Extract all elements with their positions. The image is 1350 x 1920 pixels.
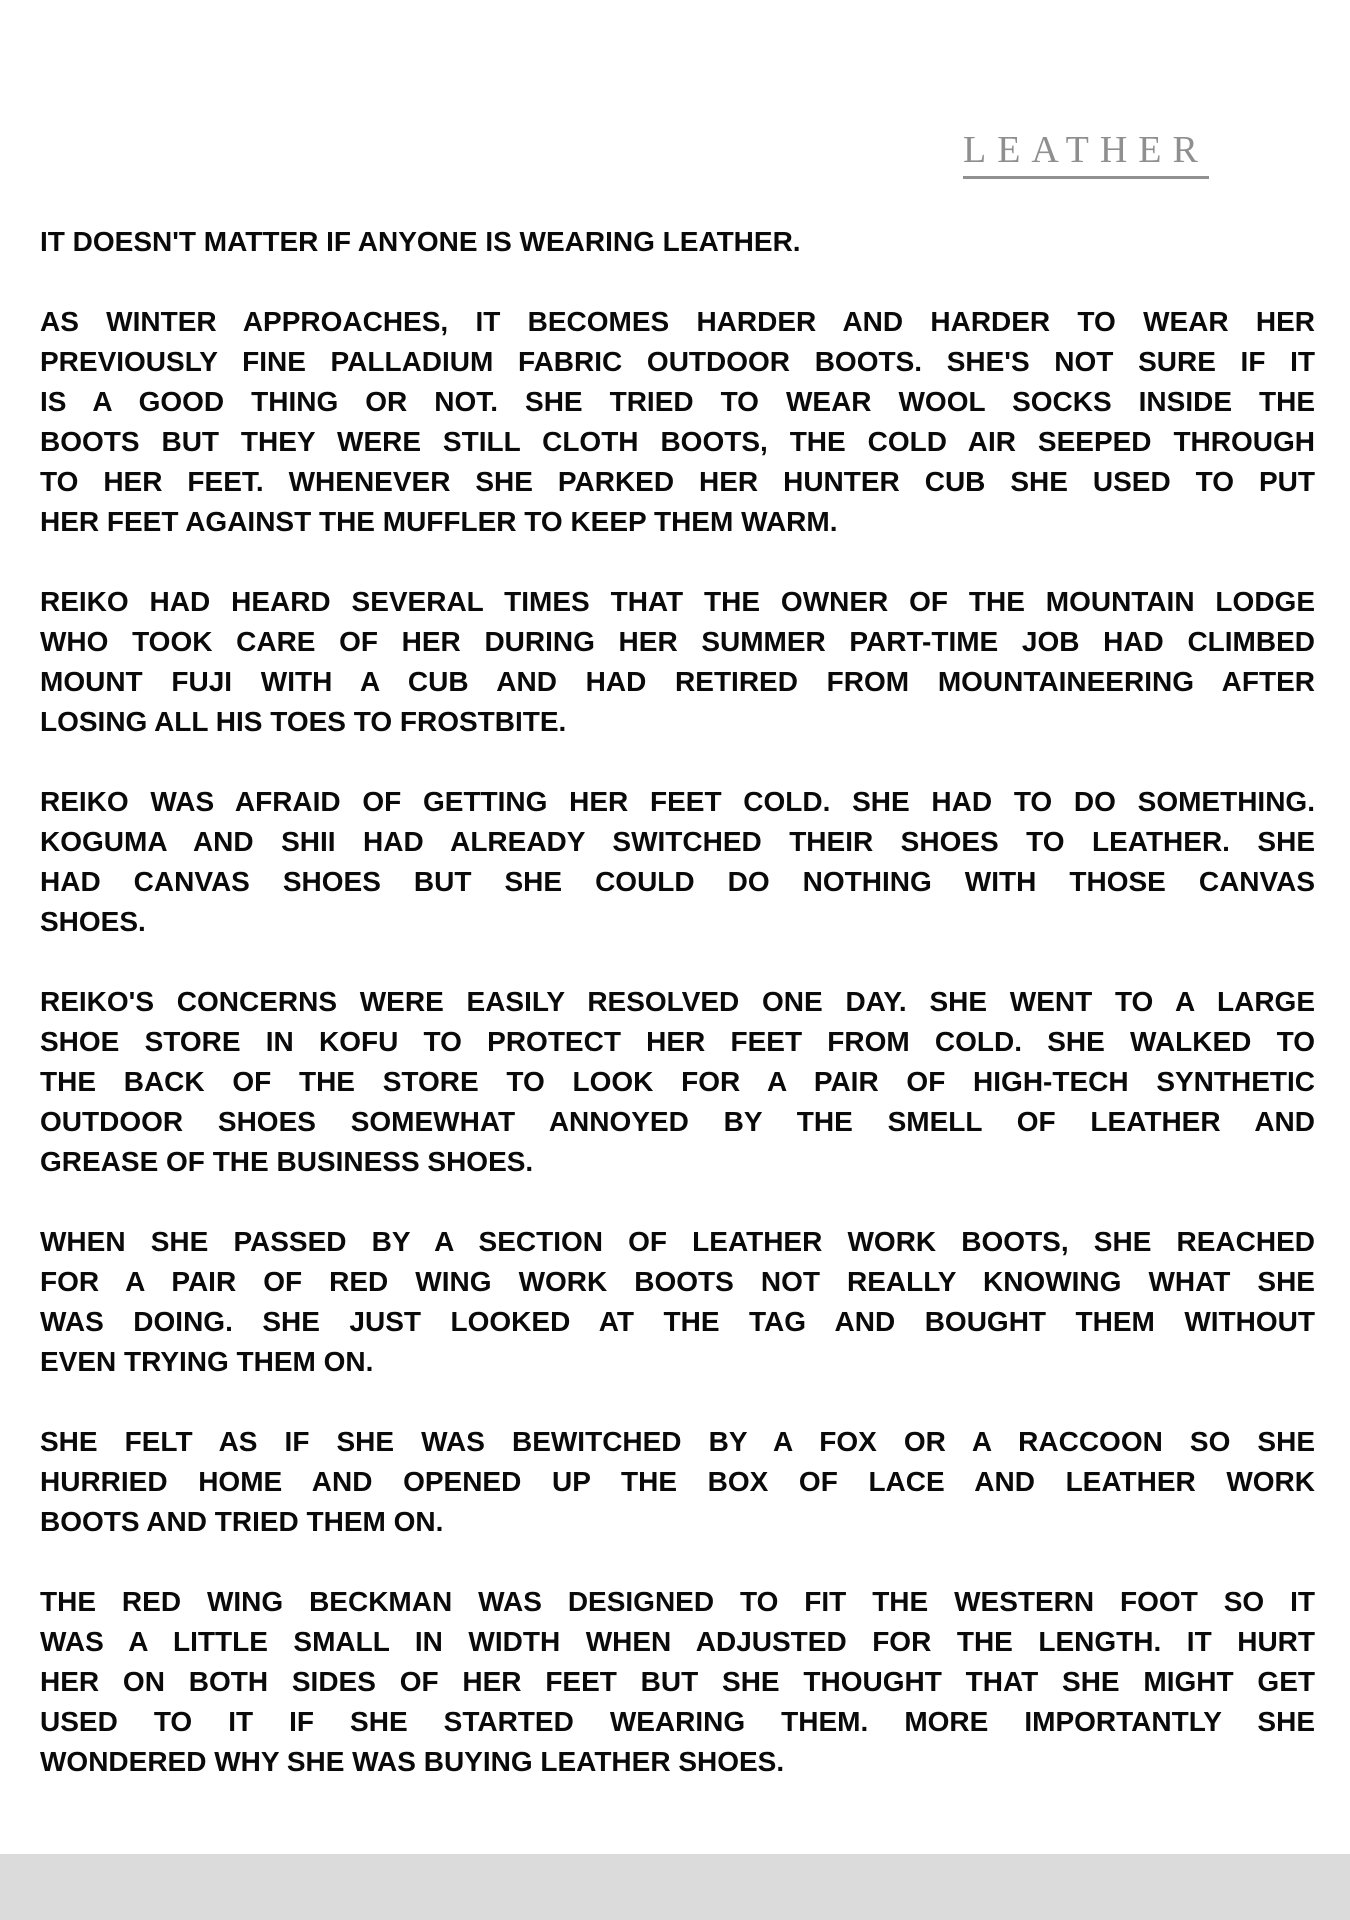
paragraph: [40, 1582, 1315, 1782]
text-line: REIKO'S CONCERNS WERE EASILY RESOLVED ONE DAY. SHE WENT TO A LARGE: [40, 986, 1315, 1017]
text-line: FOR A PAIR OF RED WING WORK BOOTS NOT REALLY KNOWING WHAT SHE: [40, 1266, 1315, 1297]
text-line: EVEN TRYING THEM ON.: [40, 1346, 374, 1377]
text-line: OUTDOOR SHOES SOMEWHAT ANNOYED BY THE SMELL OF LEATHER AND: [40, 1106, 1315, 1137]
paragraph: [40, 1422, 1315, 1542]
text-line: REIKO WAS AFRAID OF GETTING HER FEET COLD. SHE HAD TO DO SOMETHING.: [40, 786, 1315, 817]
paragraph: [40, 1222, 1315, 1382]
body-text: [40, 222, 1315, 1782]
text-line: LOSING ALL HIS TOES TO FROSTBITE.: [40, 706, 567, 737]
paragraph: [40, 222, 1315, 262]
paragraph: [40, 782, 1315, 942]
text-line: BOOTS AND TRIED THEM ON.: [40, 1506, 444, 1537]
text-line: TO HER FEET. WHENEVER SHE PARKED HER HUNTER CUB SHE USED TO PUT: [40, 466, 1315, 497]
text-line: WONDERED WHY SHE WAS BUYING LEATHER SHOES.: [40, 1746, 785, 1777]
text-line: USED TO IT IF SHE STARTED WEARING THEM. MORE IMPORTANTLY SHE: [40, 1706, 1315, 1737]
text-line: GREASE OF THE BUSINESS SHOES.: [40, 1146, 534, 1177]
text-line: WHO TOOK CARE OF HER DURING HER SUMMER PART-TIME JOB HAD CLIMBED: [40, 626, 1315, 657]
text-line: BOOTS BUT THEY WERE STILL CLOTH BOOTS, THE COLD AIR SEEPED THROUGH: [40, 426, 1315, 457]
paragraph: [40, 302, 1315, 542]
text-line: WHEN SHE PASSED BY A SECTION OF LEATHER WORK BOOTS, SHE REACHED: [40, 1226, 1315, 1257]
text-line: REIKO HAD HEARD SEVERAL TIMES THAT THE OWNER OF THE MOUNTAIN LODGE: [40, 586, 1315, 617]
text-line: SHE FELT AS IF SHE WAS BEWITCHED BY A FOX OR A RACCOON SO SHE: [40, 1426, 1315, 1457]
text-line: SHOES.: [40, 906, 146, 937]
text-line: HER FEET AGAINST THE MUFFLER TO KEEP THEM WARM.: [40, 506, 838, 537]
text-line: KOGUMA AND SHII HAD ALREADY SWITCHED THEIR SHOES TO LEATHER. SHE: [40, 826, 1315, 857]
text-line: THE BACK OF THE STORE TO LOOK FOR A PAIR OF HIGH-TECH SYNTHETIC: [40, 1066, 1315, 1097]
paragraph: [40, 982, 1315, 1182]
text-line: THE RED WING BECKMAN WAS DESIGNED TO FIT THE WESTERN FOOT SO IT: [40, 1586, 1315, 1617]
text-line: SHOE STORE IN KOFU TO PROTECT HER FEET FROM COLD. SHE WALKED TO: [40, 1026, 1315, 1057]
text-line: HER ON BOTH SIDES OF HER FEET BUT SHE THOUGHT THAT SHE MIGHT GET: [40, 1666, 1315, 1697]
text-line: HURRIED HOME AND OPENED UP THE BOX OF LACE AND LEATHER WORK: [40, 1466, 1315, 1497]
footer-band: [0, 1854, 1350, 1920]
text-line: IS A GOOD THING OR NOT. SHE TRIED TO WEAR WOOL SOCKS INSIDE THE: [40, 386, 1315, 417]
text-line: WAS A LITTLE SMALL IN WIDTH WHEN ADJUSTED FOR THE LENGTH. IT HURT: [40, 1626, 1315, 1657]
text-line: WAS DOING. SHE JUST LOOKED AT THE TAG AND BOUGHT THEM WITHOUT: [40, 1306, 1315, 1337]
text-line: MOUNT FUJI WITH A CUB AND HAD RETIRED FROM MOUNTAINEERING AFTER: [40, 666, 1315, 697]
text-line: IT DOESN'T MATTER IF ANYONE IS WEARING LEATHER.: [40, 226, 801, 257]
paragraph: [40, 582, 1315, 742]
text-line: AS WINTER APPROACHES, IT BECOMES HARDER AND HARDER TO WEAR HER: [40, 306, 1315, 337]
page-title: LEATHER: [963, 131, 1209, 179]
text-line: HAD CANVAS SHOES BUT SHE COULD DO NOTHING WITH THOSE CANVAS: [40, 866, 1315, 897]
text-line: PREVIOUSLY FINE PALLADIUM FABRIC OUTDOOR BOOTS. SHE'S NOT SURE IF IT: [40, 346, 1315, 377]
